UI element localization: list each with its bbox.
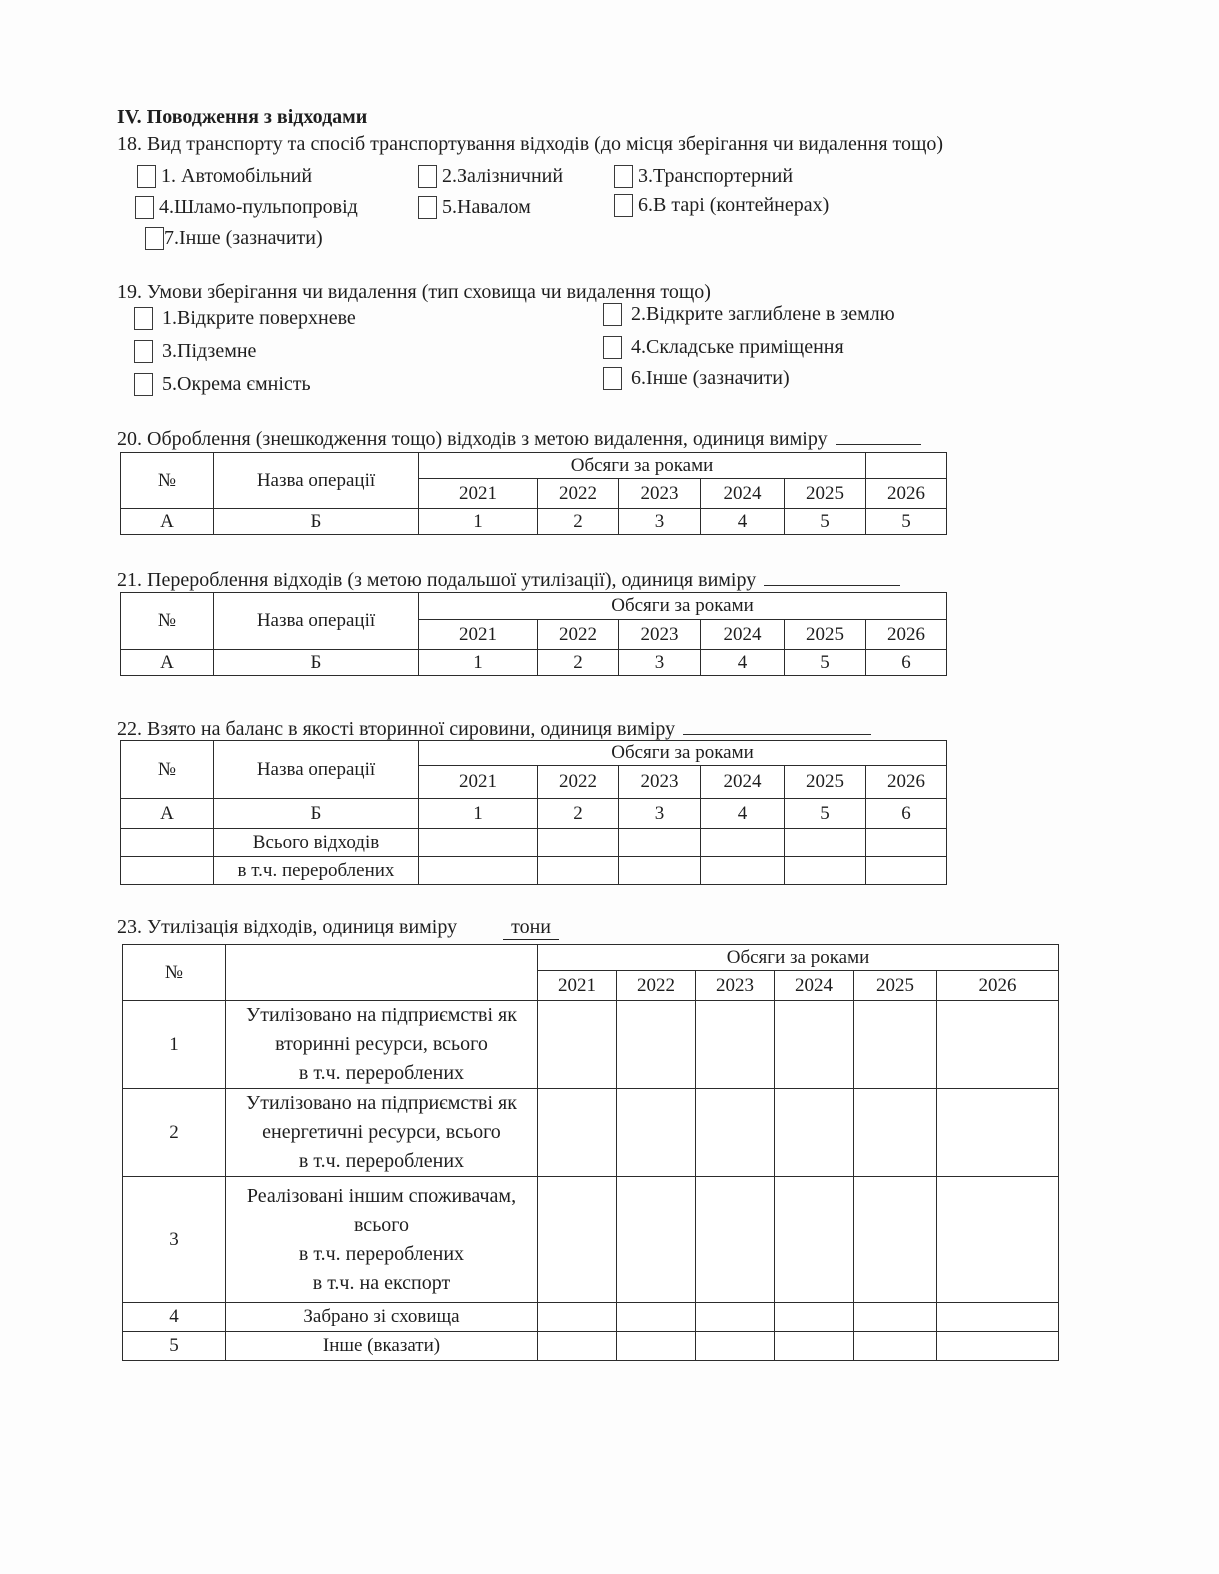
q21-key-cell: 2 bbox=[538, 650, 619, 676]
q23-row-label bbox=[226, 1089, 538, 1177]
q22-row-label: Всього відходів bbox=[214, 829, 419, 857]
q18-option-2-label: 2.Залізничний bbox=[442, 165, 564, 187]
q20-years-group-header: Обсяги за роками bbox=[419, 453, 866, 479]
q21-unit-blank-field[interactable] bbox=[764, 567, 900, 586]
checkbox-icon[interactable] bbox=[603, 336, 622, 359]
fill-cell[interactable] bbox=[617, 1001, 696, 1089]
fill-cell[interactable] bbox=[696, 1001, 775, 1089]
q23-row-no: 4 bbox=[123, 1303, 226, 1332]
q23-title bbox=[117, 916, 559, 940]
q20-key-cell: 2 bbox=[538, 509, 619, 535]
q22-years-group-header: Обсяги за роками bbox=[419, 741, 947, 766]
q23-row-no: 1 bbox=[123, 1001, 226, 1089]
q20-year-header: 2022 bbox=[538, 479, 619, 509]
q23-year-header: 2024 bbox=[775, 971, 854, 1001]
q23-row-label: Інше (вказати) bbox=[226, 1332, 538, 1361]
fill-cell[interactable] bbox=[866, 829, 947, 857]
q19-option-6-label: 6.Інше (зазначити) bbox=[631, 367, 790, 389]
q19-option-3-label: 3.Підземне bbox=[162, 340, 257, 362]
q19-option-2[interactable] bbox=[603, 303, 895, 326]
checkbox-icon[interactable] bbox=[134, 307, 153, 330]
q20-key-cell: Б bbox=[214, 509, 419, 535]
q19-option-4[interactable] bbox=[603, 336, 844, 359]
q20-key-cell: 4 bbox=[701, 509, 785, 535]
q23-row1-line3: в т.ч. перероблених bbox=[298, 1062, 465, 1084]
fill-cell[interactable] bbox=[854, 1177, 937, 1303]
q23-year-header: 2025 bbox=[854, 971, 937, 1001]
q23-row-no: 5 bbox=[123, 1332, 226, 1361]
checkbox-icon[interactable] bbox=[145, 227, 164, 250]
fill-cell[interactable] bbox=[617, 1332, 696, 1361]
fill-cell[interactable] bbox=[696, 1089, 775, 1177]
q20-year-header: 2021 bbox=[419, 479, 538, 509]
q21-title bbox=[117, 567, 900, 592]
fill-cell[interactable] bbox=[538, 1303, 617, 1332]
fill-cell[interactable] bbox=[785, 829, 866, 857]
q18-option-3-label: 3.Транспортерний bbox=[638, 165, 794, 187]
fill-cell[interactable] bbox=[538, 1177, 617, 1303]
fill-cell[interactable] bbox=[775, 1332, 854, 1361]
q22-unit-blank-field[interactable] bbox=[683, 716, 871, 735]
q22-key-cell: А bbox=[121, 799, 214, 829]
q22-key-cell: 4 bbox=[701, 799, 785, 829]
q22-year-header: 2026 bbox=[866, 766, 947, 799]
q21-col-op-header: Назва операції bbox=[214, 593, 419, 650]
fill-cell[interactable] bbox=[617, 1303, 696, 1332]
checkbox-icon[interactable] bbox=[614, 165, 633, 188]
q21-year-header: 2022 bbox=[538, 620, 619, 650]
checkbox-icon[interactable] bbox=[134, 340, 153, 363]
q22-table bbox=[120, 740, 947, 885]
q23-col-label-header bbox=[226, 945, 538, 1001]
fill-cell[interactable] bbox=[775, 1303, 854, 1332]
q22-title bbox=[117, 716, 871, 741]
q23-row2-line1: Утилізовано на підприємстві як bbox=[246, 1092, 517, 1114]
q21-key-cell: А bbox=[121, 650, 214, 676]
fill-cell[interactable] bbox=[775, 1177, 854, 1303]
fill-cell[interactable] bbox=[701, 829, 785, 857]
fill-cell[interactable] bbox=[854, 1089, 937, 1177]
q23-row1-line2: вторинні ресурси, всього bbox=[275, 1033, 488, 1055]
q18-option-7-label: 7.Інше (зазначити) bbox=[164, 227, 323, 249]
q21-key-cell: 5 bbox=[785, 650, 866, 676]
q21-year-header: 2021 bbox=[419, 620, 538, 650]
q19-option-1[interactable] bbox=[134, 307, 356, 330]
q20-key-cell: 1 bbox=[419, 509, 538, 535]
q18-option-5-label: 5.Навалом bbox=[442, 196, 531, 218]
q20-year-header: 2025 bbox=[785, 479, 866, 509]
fill-cell[interactable] bbox=[701, 857, 785, 885]
q19-option-3[interactable] bbox=[134, 340, 256, 363]
fill-cell[interactable] bbox=[538, 1001, 617, 1089]
fill-cell[interactable] bbox=[775, 1001, 854, 1089]
checkbox-icon[interactable] bbox=[137, 165, 156, 188]
fill-cell[interactable] bbox=[696, 1303, 775, 1332]
q23-col-no-header: № bbox=[123, 945, 226, 1001]
checkbox-icon[interactable] bbox=[418, 165, 437, 188]
q18-option-1[interactable] bbox=[137, 165, 312, 188]
q18-option-6[interactable] bbox=[614, 194, 829, 217]
q22-key-cell: 5 bbox=[785, 799, 866, 829]
fill-cell[interactable] bbox=[937, 1303, 1059, 1332]
q22-year-header: 2024 bbox=[701, 766, 785, 799]
q21-key-cell: 4 bbox=[701, 650, 785, 676]
fill-cell[interactable] bbox=[854, 1332, 937, 1361]
q20-key-cell: А bbox=[121, 509, 214, 535]
q20-year-header: 2023 bbox=[619, 479, 701, 509]
q20-key-cell: 3 bbox=[619, 509, 701, 535]
checkbox-icon[interactable] bbox=[135, 196, 154, 219]
q18-option-7[interactable] bbox=[145, 227, 323, 250]
q22-key-cell: 2 bbox=[538, 799, 619, 829]
fill-cell[interactable] bbox=[775, 1089, 854, 1177]
q20-col-no-header: № bbox=[121, 453, 214, 509]
q22-key-cell: 6 bbox=[866, 799, 947, 829]
q23-year-header: 2026 bbox=[937, 971, 1059, 1001]
q23-row3-line2: всього bbox=[353, 1213, 410, 1236]
q22-year-header: 2021 bbox=[419, 766, 538, 799]
q18-option-6-label: 6.В тарі (контейнерах) bbox=[638, 194, 830, 216]
q18-option-4[interactable] bbox=[135, 196, 358, 219]
q19-option-2-label: 2.Відкрите заглиблене в землю bbox=[631, 303, 895, 325]
checkbox-icon[interactable] bbox=[603, 367, 622, 390]
fill-cell[interactable] bbox=[617, 1089, 696, 1177]
checkbox-icon[interactable] bbox=[134, 373, 153, 396]
q21-year-header: 2026 bbox=[866, 620, 947, 650]
checkbox-icon[interactable] bbox=[603, 303, 622, 326]
q21-col-no-header: № bbox=[121, 593, 214, 650]
checkbox-icon[interactable] bbox=[614, 194, 633, 217]
q21-year-header: 2025 bbox=[785, 620, 866, 650]
q23-row-label: Забрано зі сховища bbox=[226, 1303, 538, 1332]
q22-year-header: 2023 bbox=[619, 766, 701, 799]
q18-option-4-label: 4.Шламо-пульпопровід bbox=[159, 196, 358, 218]
q23-row1-line1: Утилізовано на підприємстві як bbox=[246, 1004, 517, 1026]
checkbox-icon[interactable] bbox=[418, 196, 437, 219]
fill-cell[interactable] bbox=[696, 1332, 775, 1361]
q23-year-header: 2022 bbox=[617, 971, 696, 1001]
q20-table bbox=[120, 452, 947, 535]
fill-cell[interactable] bbox=[121, 829, 214, 857]
q21-key-cell: 3 bbox=[619, 650, 701, 676]
q23-table bbox=[122, 944, 1059, 1361]
q23-row-no: 2 bbox=[123, 1089, 226, 1177]
fill-cell[interactable] bbox=[538, 829, 619, 857]
fill-cell[interactable] bbox=[619, 857, 701, 885]
q22-key-cell: 1 bbox=[419, 799, 538, 829]
q23-row3-line3: в т.ч. перероблених bbox=[298, 1242, 465, 1265]
q22-title-text: 22. Взято на баланс в якості вторинної сировини, одиниця виміру bbox=[117, 718, 676, 740]
fill-cell[interactable] bbox=[866, 857, 947, 885]
q23-year-header: 2021 bbox=[538, 971, 617, 1001]
q21-years-group-header: Обсяги за роками bbox=[419, 593, 947, 620]
q20-title bbox=[117, 426, 921, 451]
q22-year-header: 2025 bbox=[785, 766, 866, 799]
fill-cell[interactable] bbox=[937, 1177, 1059, 1303]
q20-year-header: 2026 bbox=[866, 479, 947, 509]
q20-col-op-header: Назва операції bbox=[214, 453, 419, 509]
q21-year-header: 2024 bbox=[701, 620, 785, 650]
q22-row-label: в т.ч. перероблених bbox=[214, 857, 419, 885]
q22-col-no-header: № bbox=[121, 741, 214, 799]
q23-title-text: 23. Утилізація відходів, одиниця виміру bbox=[117, 916, 458, 938]
q21-year-header: 2023 bbox=[619, 620, 701, 650]
q22-year-header: 2022 bbox=[538, 766, 619, 799]
fill-cell[interactable] bbox=[538, 857, 619, 885]
q23-row3-line4: в т.ч. на експорт bbox=[312, 1271, 451, 1294]
q19-option-1-label: 1.Відкрите поверхневе bbox=[162, 307, 356, 329]
fill-cell[interactable] bbox=[696, 1177, 775, 1303]
q20-year-header: 2024 bbox=[701, 479, 785, 509]
q22-col-op-header: Назва операції bbox=[214, 741, 419, 799]
q18-option-5[interactable] bbox=[418, 196, 531, 219]
q21-key-cell: 6 bbox=[866, 650, 947, 676]
fill-cell[interactable] bbox=[937, 1332, 1059, 1361]
q18-option-2[interactable] bbox=[418, 165, 563, 188]
q23-row-no: 3 bbox=[123, 1177, 226, 1303]
fill-cell[interactable] bbox=[619, 829, 701, 857]
fill-cell[interactable] bbox=[854, 1303, 937, 1332]
q23-row2-line3: в т.ч. перероблених bbox=[298, 1150, 465, 1172]
fill-cell[interactable] bbox=[121, 857, 214, 885]
q21-table bbox=[120, 592, 947, 676]
q18-option-1-label: 1. Автомобільний bbox=[161, 165, 313, 187]
q18-option-3[interactable] bbox=[614, 165, 793, 188]
q21-key-cell: Б bbox=[214, 650, 419, 676]
q20-key-cell: 5 bbox=[785, 509, 866, 535]
fill-cell[interactable] bbox=[538, 1089, 617, 1177]
fill-cell[interactable] bbox=[617, 1177, 696, 1303]
fill-cell[interactable] bbox=[937, 1089, 1059, 1177]
q23-row2-line2: енергетичні ресурси, всього bbox=[262, 1121, 501, 1143]
q21-title-text: 21. Перероблення відходів (з метою подальшої утилізації), одиниця виміру bbox=[117, 569, 757, 591]
fill-cell[interactable] bbox=[419, 857, 538, 885]
q20-title-text: 20. Оброблення (знешкодження тощо) відходів з метою видалення, одиниця виміру bbox=[117, 428, 828, 450]
q21-key-cell: 1 bbox=[419, 650, 538, 676]
section-heading: IV. Поводження з відходами bbox=[117, 106, 368, 128]
q20-2026-spacer-cell bbox=[866, 453, 947, 479]
q22-key-cell: 3 bbox=[619, 799, 701, 829]
q20-unit-blank-field[interactable] bbox=[836, 426, 921, 445]
fill-cell[interactable] bbox=[785, 857, 866, 885]
q23-row-label bbox=[226, 1177, 538, 1303]
q19-option-5[interactable] bbox=[134, 373, 311, 396]
q23-year-header: 2023 bbox=[696, 971, 775, 1001]
fill-cell[interactable] bbox=[937, 1001, 1059, 1089]
q22-key-cell: Б bbox=[214, 799, 419, 829]
q23-row-label bbox=[226, 1001, 538, 1089]
q23-row3-line1: Реалізовані іншим споживачам, bbox=[246, 1184, 517, 1207]
q19-option-6[interactable] bbox=[603, 367, 790, 390]
fill-cell[interactable] bbox=[854, 1001, 937, 1089]
q19-option-5-label: 5.Окрема ємність bbox=[162, 373, 311, 395]
fill-cell[interactable] bbox=[538, 1332, 617, 1361]
q23-unit-value[interactable]: тони bbox=[503, 916, 559, 940]
q19-option-4-label: 4.Складське приміщення bbox=[631, 336, 844, 358]
q18-title: 18. Вид транспорту та спосіб транспортування відходів (до місця зберігання чи видалення тощо) bbox=[117, 133, 944, 155]
fill-cell[interactable] bbox=[419, 829, 538, 857]
q19-title: 19. Умови зберігання чи видалення (тип сховища чи видалення тощо) bbox=[117, 281, 711, 303]
q20-key-cell: 5 bbox=[866, 509, 947, 535]
q23-years-group-header: Обсяги за роками bbox=[538, 945, 1059, 971]
